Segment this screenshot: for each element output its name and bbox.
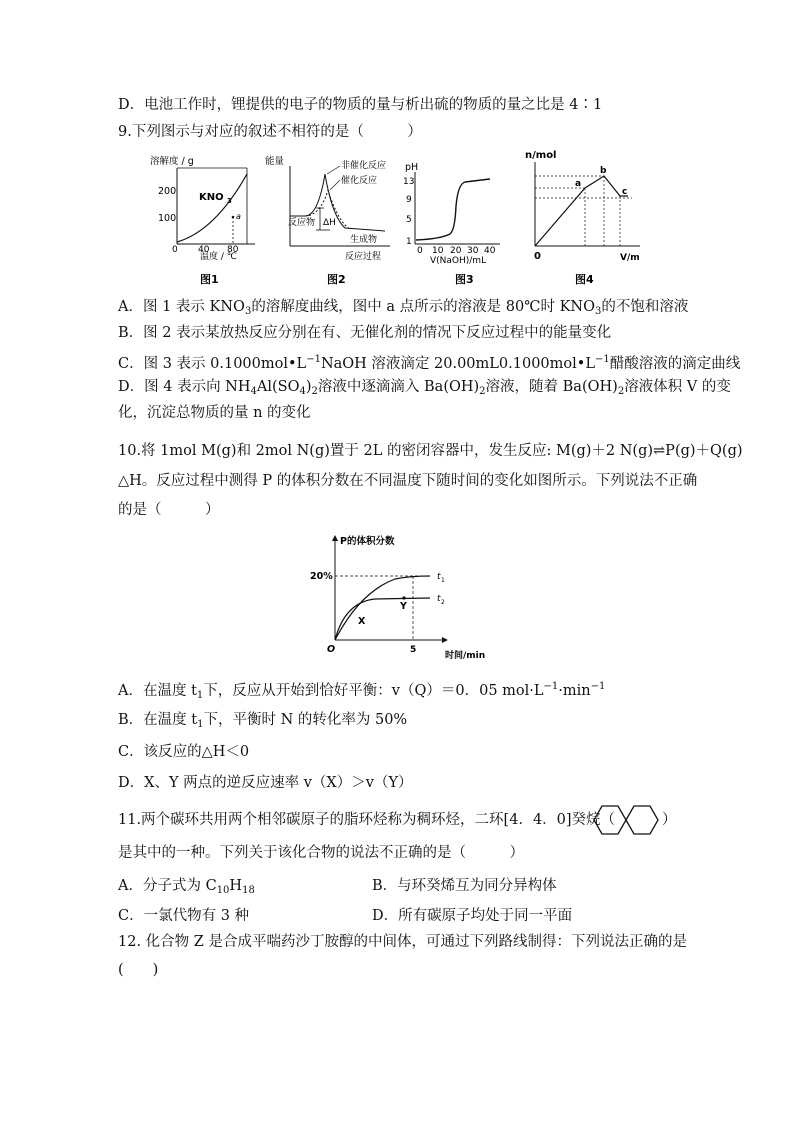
svg-text:ΔH: ΔH (323, 218, 336, 228)
svg-text:X: X (358, 616, 366, 627)
q9-option-b: B．图 2 表示某放热反应分别在有、无催化剂的情况下反应过程中的能量变化 (118, 325, 612, 341)
svg-text:5: 5 (410, 645, 417, 655)
q10-stem-line1: 10.将 1mol M(g)和 2mol N(g)置于 2L 的密闭容器中，发生反应: M(g)＋2 N(g)⇌P(g)＋Q(g) (118, 443, 743, 459)
svg-text:非催化反应: 非催化反应 (341, 161, 387, 171)
svg-text:O: O (327, 644, 336, 655)
q11-stem-line2: 是其中的一种。下列关于该化合物的说法不正确的是（ ） (118, 845, 524, 861)
q9-figures (0, 146, 794, 286)
q11-option-c: C．一氯代物有 3 种 (118, 908, 250, 924)
svg-text:图3: 图3 (455, 273, 474, 286)
q11-option-b: B．与环癸烯互为同分异构体 (372, 878, 557, 894)
figure-3 (403, 162, 500, 286)
svg-text:反应物: 反应物 (288, 218, 316, 228)
q11-stem-close: ） (662, 812, 677, 828)
q12-stem-line1: 12. 化合物 Z 是合成平喘药沙丁胺醇的中间体，可通过下列路线制得：下列说法正确的是 (118, 934, 687, 950)
q10-figure (300, 532, 500, 667)
svg-text:80: 80 (227, 245, 239, 255)
svg-text:pH: pH (405, 162, 419, 173)
q10-stem-line3: 的是（ ） (118, 502, 220, 518)
svg-text:2: 2 (441, 599, 445, 606)
q11-option-d: D．所有碳原子均处于同一平面 (372, 908, 573, 924)
q10-option-d: D．X、Y 两点的逆反应速率 v（X）＞v（Y） (118, 775, 413, 791)
svg-text:c: c (622, 187, 628, 197)
q9-option-d-cont: 化，沉淀总物质的量 n 的变化 (118, 405, 311, 421)
svg-text:温度 / ℃: 温度 / ℃ (200, 252, 237, 262)
svg-text:20%: 20% (310, 571, 333, 582)
svg-text:40: 40 (198, 245, 210, 255)
svg-text:t: t (437, 594, 441, 604)
svg-text:a: a (236, 212, 241, 221)
svg-text:9: 9 (406, 195, 412, 205)
q8-option-d: D．电池工作时，锂提供的电子的物质的量与析出硫的物质的量之比是 4∶1 (118, 97, 603, 113)
q11-stem-line1: 11.两个碳环共用两个相邻碳原子的脂环烃称为稠环烃，二环[4．4．0]癸烷（ (118, 812, 616, 828)
svg-text:0: 0 (172, 245, 178, 255)
svg-text:图4: 图4 (575, 273, 594, 286)
svg-text:13: 13 (403, 177, 415, 187)
svg-text:图1: 图1 (200, 273, 219, 286)
svg-text:1: 1 (406, 237, 412, 247)
q9-stem: 9.下列图示与对应的叙述不相符的是（ ） (118, 124, 422, 140)
svg-text:P的体积分数: P的体积分数 (340, 536, 395, 547)
svg-text:100: 100 (158, 213, 177, 224)
svg-text:生成物: 生成物 (350, 235, 378, 245)
svg-text:a: a (575, 179, 582, 189)
svg-text:b: b (600, 166, 607, 176)
svg-text:0: 0 (534, 251, 541, 262)
svg-text:V(NaOH)/mL: V(NaOH)/mL (430, 256, 487, 266)
svg-text:n/mol: n/mol (525, 150, 557, 161)
q10-option-c: C．该反应的△H＜0 (118, 744, 250, 760)
svg-text:溶解度 / g: 溶解度 / g (150, 156, 194, 167)
svg-text:5: 5 (406, 215, 412, 225)
svg-text:10: 10 (432, 246, 444, 256)
q9-option-d: D．图 4 表示向 $NH_4Al(SO_4)_2$溶液中逐滴滴入 $Ba(OH)_2$溶液，随着 $Ba(OH)_2$溶液体积 V 的变 (118, 379, 731, 397)
svg-text:40: 40 (484, 246, 496, 256)
svg-text:3: 3 (227, 197, 232, 205)
q10-option-a: A．在温度 $t_1$下，反应从开始到恰好平衡：v（Q）＝0．05 $mol\cdot L^{-1}\cdot\min^{-1}$ (118, 681, 606, 701)
svg-text:200: 200 (158, 186, 177, 197)
q9-option-c: C．图 3 表示 $0.1000mol•L^{-1}NaOH$ 溶液滴定 $20.00mL0.1000mol•L^{-1}$醋酸溶液的滴定曲线 (118, 354, 741, 372)
decalin-structure-icon (590, 800, 662, 840)
svg-text:V/m: V/m (620, 253, 640, 263)
svg-text:1: 1 (441, 577, 445, 584)
svg-text:时间/min: 时间/min (445, 651, 486, 661)
svg-text:30: 30 (467, 246, 479, 256)
svg-text:反应过程: 反应过程 (345, 252, 382, 262)
svg-text:t: t (437, 572, 441, 582)
svg-text:0: 0 (417, 246, 423, 256)
q10-stem-line2: △H。反应过程中测得 P 的体积分数在不同温度下随时间的变化如图所示。下列说法不正确 (118, 473, 698, 489)
svg-text:图2: 图2 (327, 273, 346, 286)
q9-option-a: A．图 1 表示 $KNO_3$的溶解度曲线，图中 a 点所示的溶液是 80℃时 $KNO_3$的不饱和溶液 (118, 299, 689, 317)
q11-option-a: A．分子式为 $C_{10}H_{18}$ (118, 878, 255, 896)
q12-stem-line2: ( ) (118, 962, 159, 978)
svg-text:Y: Y (400, 601, 407, 612)
svg-text:20: 20 (450, 246, 462, 256)
svg-text:能量: 能量 (265, 156, 285, 167)
figure-1 (150, 155, 255, 286)
q10-option-b: B．在温度 $t_1$下，平衡时 N 的转化率为 50% (118, 712, 408, 730)
figure-4 (525, 150, 640, 286)
figure-2 (265, 155, 390, 286)
svg-text:催化反应: 催化反应 (341, 176, 378, 186)
svg-text:KNO: KNO (199, 192, 224, 203)
